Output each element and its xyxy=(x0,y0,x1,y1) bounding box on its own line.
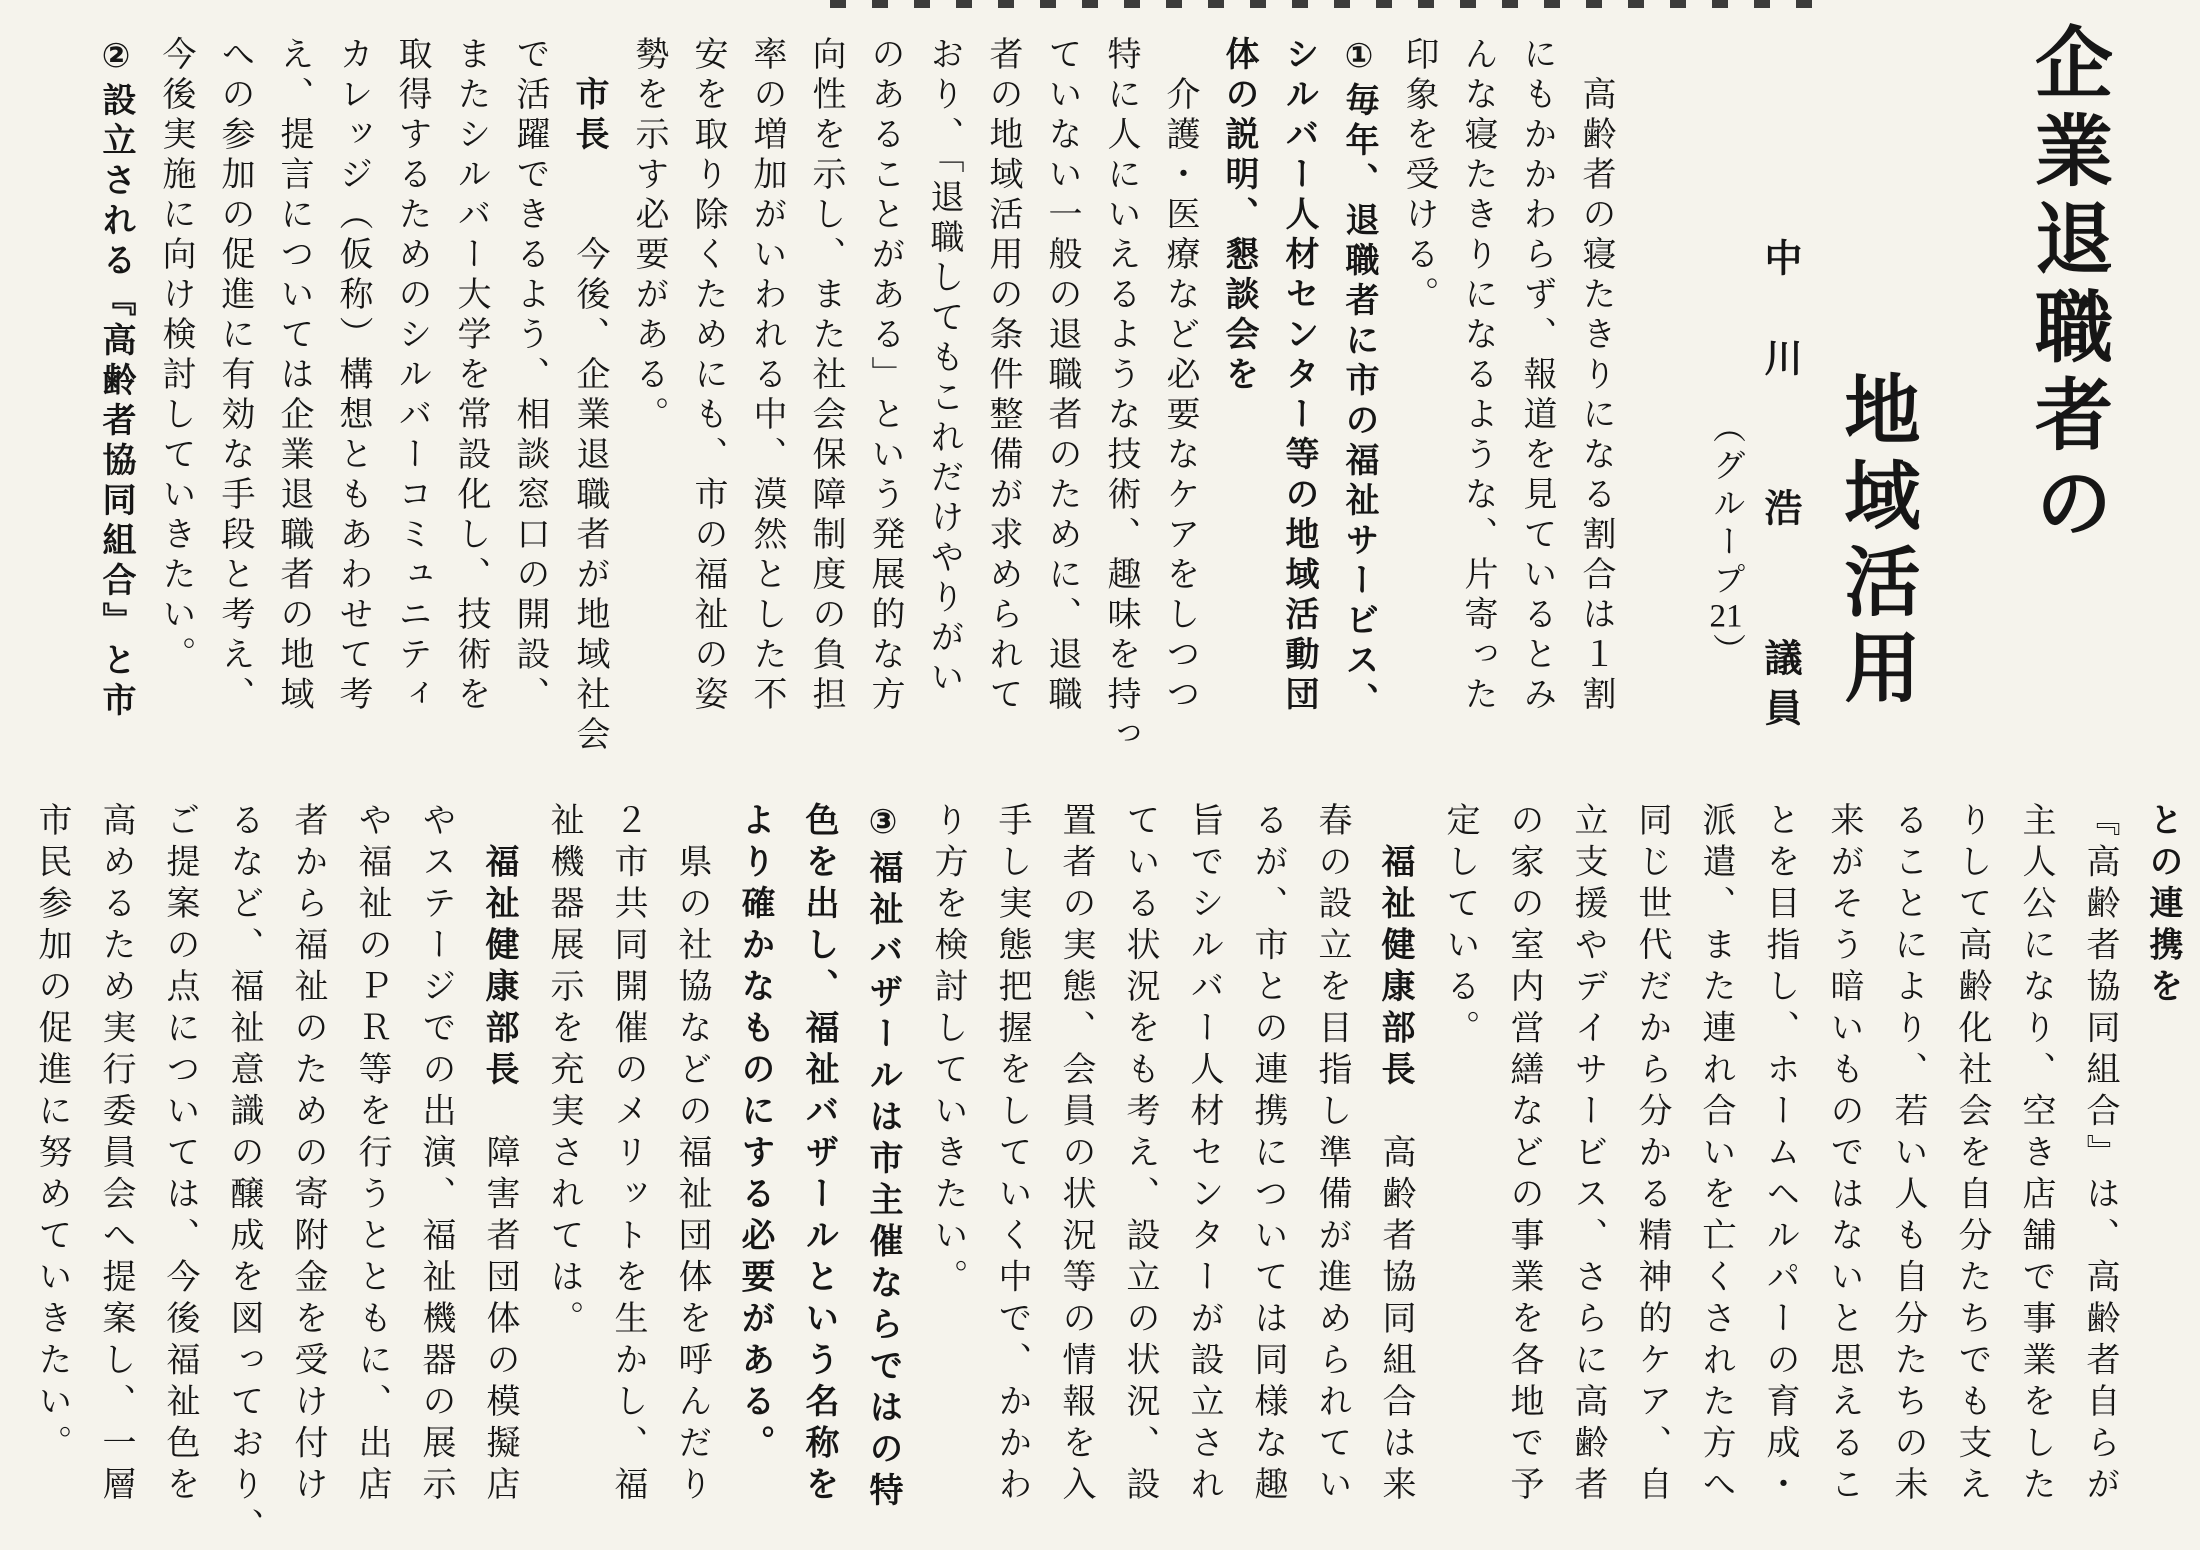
text-column xyxy=(323,36,382,762)
text-column xyxy=(19,802,83,1550)
text-column xyxy=(973,36,1032,762)
text-column xyxy=(1875,802,1939,1550)
text-segment: 高齢者協同組合は来 xyxy=(1377,1092,1414,1508)
text-column xyxy=(146,36,205,762)
text-column xyxy=(1747,802,1811,1550)
text-segment: 来がそう暗いものではないと思えるこ xyxy=(1825,802,1862,1508)
text-segment: 高めるため実行委員会へ提案し、一層 xyxy=(97,802,134,1508)
text-segment: 手し実態把握をしていく中で、かかわ xyxy=(993,802,1030,1508)
text-segment: 派遣、また連れ合いを亡くされた方へ xyxy=(1697,802,1734,1508)
text-segment: るが、市との連携については同様な趣 xyxy=(1249,802,1286,1508)
text-segment: 向性を示し、また社会保障制度の負担 xyxy=(807,36,844,716)
text-segment: 今後実施に向け検討していきたい。 xyxy=(157,36,194,676)
text-column xyxy=(1150,36,1209,762)
text-column xyxy=(2003,802,2067,1550)
bold-segment: ①毎年、退職者に市の福祉サービス、 xyxy=(1340,36,1378,722)
bold-segment: シルバー人材センター等の地域活動団 xyxy=(1280,36,1318,716)
text-column xyxy=(851,802,915,1550)
text-segment: カレッジ（仮称）構想ともあわせて考 xyxy=(334,36,371,716)
bold-segment: 福祉健康部長 xyxy=(1376,843,1414,1093)
text-segment: や福祉のＰＲ等を行うとともに、出店 xyxy=(353,802,390,1508)
text-column xyxy=(275,802,339,1550)
bold-segment: 福祉健康部長 xyxy=(480,843,518,1093)
text-segment: 祉機器展示を充実されては。 xyxy=(545,802,582,1342)
text-column xyxy=(467,802,531,1550)
text-segment: 特に人にいえるような技術、趣味を持っ xyxy=(1102,36,1139,756)
text-segment: にもかかわらず、報道を見ているとみ xyxy=(1518,36,1555,716)
text-segment: のあることがある」という発展的な方 xyxy=(866,36,903,716)
top-band xyxy=(91,36,1625,762)
text-column xyxy=(83,802,147,1550)
author-name: 中 川 浩 議員 xyxy=(1758,238,1800,738)
text-segment: 障害者団体の模擬店 xyxy=(481,1092,518,1508)
text-column xyxy=(339,802,403,1550)
text-segment: 市民参加の促進に努めていきたい。 xyxy=(33,802,70,1466)
text-column xyxy=(382,36,441,762)
text-column xyxy=(1329,36,1389,762)
text-segment: で活躍できるよう、相談窓口の開設、 xyxy=(511,36,548,716)
text-segment: 取得するためのシルバーコミュニティ xyxy=(393,36,430,716)
text-segment: 者から福祉のための寄附金を受け付け xyxy=(289,802,326,1508)
text-column xyxy=(979,802,1043,1550)
text-column xyxy=(2131,802,2195,1550)
text-segment: 主人公になり、空き店舗で事業をした xyxy=(2017,802,2054,1508)
text-column xyxy=(787,802,851,1550)
text-segment: 率の増加がいわれる中、漠然とした不 xyxy=(748,36,785,716)
text-column xyxy=(915,802,979,1550)
article-title-line-1: 企業退職者の xyxy=(2024,22,2111,550)
text-column xyxy=(1363,802,1427,1550)
text-column xyxy=(595,802,659,1550)
text-segment: ていない一般の退職者のために、退職 xyxy=(1043,36,1080,716)
text-column xyxy=(1939,802,2003,1550)
text-segment: るなど、福祉意識の醸成を図っており、 xyxy=(225,802,262,1549)
text-segment: ） xyxy=(1708,633,1744,671)
text-segment: ２市共同開催のメリットを生かし、福 xyxy=(609,802,646,1508)
text-segment: 者の地域活用の条件整備が求められて xyxy=(984,36,1021,716)
bold-segment: より確かなものにする必要がある。 xyxy=(736,802,774,1466)
text-column xyxy=(1269,36,1329,762)
text-column xyxy=(559,36,619,762)
text-column xyxy=(796,36,855,762)
text-segment: 『高齢者協同組合』は、高齢者自らが xyxy=(2081,802,2118,1508)
text-segment: え、提言については企業退職者の地域 xyxy=(275,36,312,716)
text-column xyxy=(86,36,146,762)
text-column xyxy=(264,36,323,762)
text-column xyxy=(1235,802,1299,1550)
text-column xyxy=(678,36,737,762)
text-column xyxy=(619,36,678,762)
text-segment: の家の室内営繕などの事業を各地で予 xyxy=(1505,802,1542,1508)
author-group xyxy=(1704,410,1748,700)
text-segment: り方を検討していきたい。 xyxy=(929,802,966,1300)
text-segment: 立支援やデイサービス、さらに高齢者 xyxy=(1569,802,1606,1508)
text-segment: 同じ世代だから分かる精神的ケア、自 xyxy=(1633,802,1670,1508)
text-segment: 定している。 xyxy=(1441,802,1478,1051)
text-segment: 印象を受ける。 xyxy=(1400,36,1437,316)
text-column xyxy=(1091,36,1150,762)
text-column xyxy=(855,36,914,762)
text-segment: 介護・医療など必要なケアをしつつ xyxy=(1161,36,1198,716)
text-segment xyxy=(571,36,608,76)
text-segment: やステージでの出演、福祉機器の展示 xyxy=(417,802,454,1508)
text-column xyxy=(1209,36,1269,762)
text-segment: ご提案の点については、今後福祉色を xyxy=(161,802,198,1508)
text-segment: 安を取り除くためにも、市の福祉の姿 xyxy=(689,36,726,716)
text-column xyxy=(205,36,264,762)
text-column xyxy=(1811,802,1875,1550)
text-column xyxy=(1043,802,1107,1550)
text-segment: またシルバー大学を常設化し、技術を xyxy=(452,36,489,716)
text-column xyxy=(1566,36,1625,762)
text-segment: ることにより、若い人も自分たちの未 xyxy=(1889,802,1926,1508)
text-segment: 置者の実態、会員の状況等の情報を入 xyxy=(1057,802,1094,1508)
text-segment: 春の設立を目指し準備が進められてい xyxy=(1313,802,1350,1508)
text-segment: 高齢者の寝たきりになる割合は１割 xyxy=(1577,36,1614,716)
text-segment: （グループ xyxy=(1708,410,1744,600)
text-column xyxy=(914,36,973,762)
text-column xyxy=(1032,36,1091,762)
text-column xyxy=(1171,802,1235,1550)
text-column xyxy=(1555,802,1619,1550)
bold-segment: ③福祉バザールは市主催ならではの特 xyxy=(864,802,902,1514)
cropped-previous-line-remnant xyxy=(830,0,1815,8)
bold-segment: 市長 xyxy=(570,76,608,156)
text-column xyxy=(2067,802,2131,1550)
text-column xyxy=(1448,36,1507,762)
text-column xyxy=(1299,802,1363,1550)
text-column xyxy=(737,36,796,762)
text-column xyxy=(147,802,211,1550)
text-column xyxy=(1683,802,1747,1550)
bold-segment: ②設立される『高齢者協同組合』と市 xyxy=(97,36,135,722)
text-column xyxy=(1507,36,1566,762)
text-segment xyxy=(1377,802,1414,844)
text-segment: とを目指し、ホームヘルパーの育成・ xyxy=(1761,802,1798,1508)
article-title-line-2: 地域活用 xyxy=(1833,370,1917,714)
text-segment: 今後、企業退職者が地域社会 xyxy=(571,156,608,756)
text-segment: 21 xyxy=(1709,600,1743,633)
text-segment: 勢を示す必要がある。 xyxy=(630,36,667,436)
text-column xyxy=(441,36,500,762)
text-column xyxy=(1491,802,1555,1550)
text-column xyxy=(403,802,467,1550)
text-segment: りして高齢化社会を自分たちでも支え xyxy=(1953,802,1990,1508)
bold-segment: との連携を xyxy=(2144,802,2182,1010)
text-segment: おり、「退職してもこれだけやりがい xyxy=(925,36,962,699)
text-segment: 旨でシルバー人材センターが設立され xyxy=(1185,802,1222,1508)
text-segment: 県の社協などの福祉団体を呼んだり xyxy=(673,802,710,1508)
text-column xyxy=(211,802,275,1550)
text-segment: んな寝たきりになるような、片寄った xyxy=(1459,36,1496,716)
text-segment: への参加の促進に有効な手段と考え、 xyxy=(216,36,253,716)
text-column xyxy=(531,802,595,1550)
text-column xyxy=(500,36,559,762)
bold-segment: 色を出し、福祉バザールという名称を xyxy=(800,802,838,1508)
text-column xyxy=(1389,36,1448,762)
bottom-band xyxy=(19,802,2195,1550)
text-column xyxy=(723,802,787,1550)
text-column xyxy=(1619,802,1683,1550)
text-column xyxy=(659,802,723,1550)
text-segment xyxy=(481,802,518,844)
text-column xyxy=(1427,802,1491,1550)
bold-segment: 体の説明、懇談会を xyxy=(1220,36,1258,396)
text-column xyxy=(1107,802,1171,1550)
text-segment: ている状況をも考え、設立の状況、設 xyxy=(1121,802,1158,1508)
